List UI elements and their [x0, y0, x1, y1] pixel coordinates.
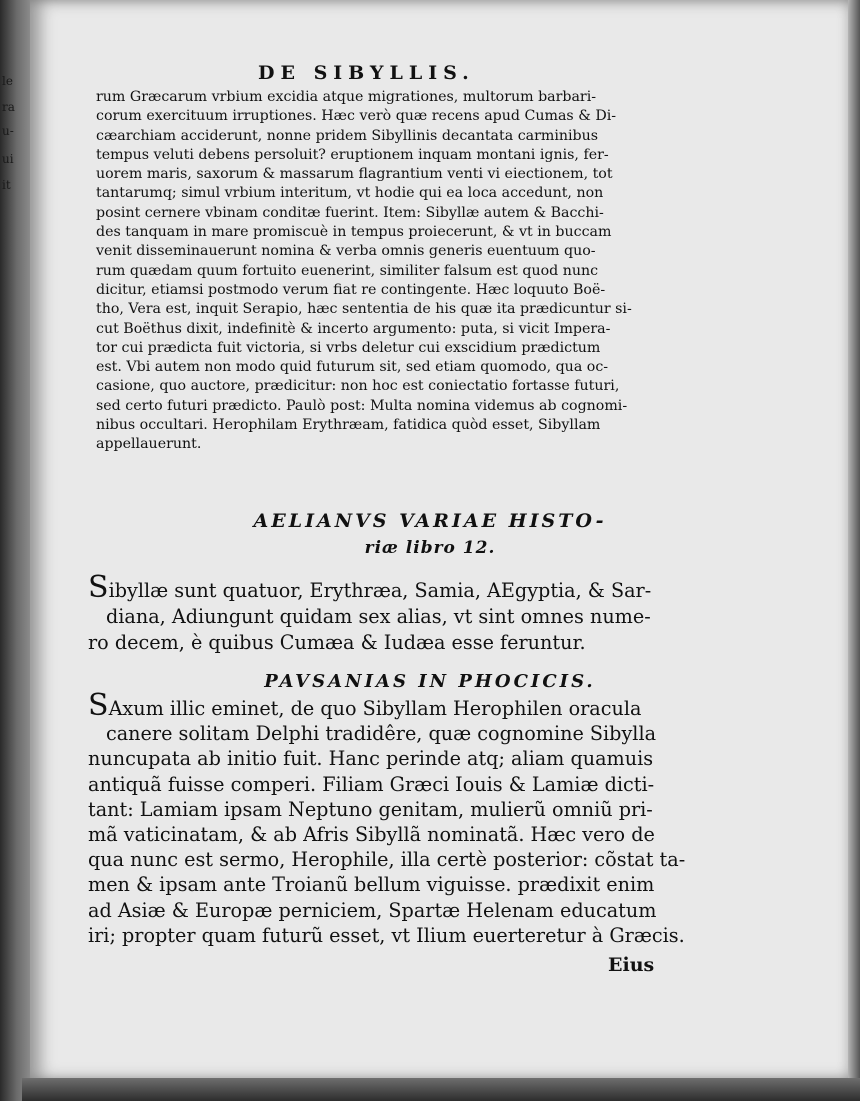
- text-line: tant: Lamiam ipsam Neptuno genitam, mulierũ omniũ pri-: [88, 797, 653, 821]
- text-line: tempus veluti debens persoluit? eruptionem inquam montani ignis, fer-: [96, 146, 609, 163]
- aelianus-paragraph: [88, 570, 652, 656]
- aelianus-heading-line2: riæ libro 12.: [364, 538, 496, 558]
- text-line: posint cernere vbinam conditæ fuerint. Item: Sibyllæ autem & Bacchi-: [96, 204, 604, 221]
- text-line: Axum illic eminet, de quo Sibyllam Herophilen oracula: [108, 697, 642, 720]
- dropcap: S: [88, 570, 109, 605]
- left-edge-fragment: u-: [2, 124, 14, 138]
- text-line: dicitur, etiamsi postmodo verum fiat re contingente. Hæc loquuto Boë-: [96, 281, 606, 298]
- text-line: rum quædam quum fortuito euenerint, similiter falsum est quod nunc: [96, 262, 599, 279]
- text-line: corum exercituum irruptiones. Hæc verò quæ recens apud Cumas & Di-: [96, 108, 617, 125]
- text-line: est. Vbi autem non modo quid futurum sit, sed etiam quomodo, qua oc-: [96, 359, 609, 376]
- aelianus-heading-line1: AELIANVS VARIAE HISTO-: [253, 510, 607, 532]
- running-head: DE SIBYLLIS.: [258, 62, 475, 84]
- catchword: Eius: [608, 954, 655, 976]
- text-line: uorem maris, saxorum & massarum flagrantium venti vi eiectionem, tot: [96, 166, 613, 183]
- text-line: men & ipsam ante Troianũ bellum viguisse. prædixit enim: [88, 873, 655, 897]
- left-edge-fragment: ra: [2, 100, 15, 114]
- text-line: rum Græcarum vrbium excidia atque migrationes, multorum barbari-: [96, 89, 597, 105]
- text-line: cæarchiam acciderunt, nonne pridem Sibyllinis decantata carminibus: [96, 127, 599, 144]
- text-line: sed certo futuri prædicto. Paulò post: Multa nomina videmus ab cognomi-: [96, 397, 628, 414]
- text-line: nuncupata ab initio fuit. Hanc perinde atq; aliam quamuis: [88, 747, 654, 771]
- left-edge-fragment: ui: [2, 152, 14, 166]
- text-line: casione, quo auctore, prædicitur: non hoc est coniectatio fortasse futuri,: [96, 378, 620, 395]
- text-line: cut Boëthus dixit, indefinitè & incerto argumento: puta, si vicit Impera-: [96, 320, 611, 337]
- left-edge-fragment: le: [2, 74, 13, 88]
- text-line: ad Asiæ & Europæ perniciem, Spartæ Helenam educatum: [88, 898, 657, 922]
- text-line: iri; propter quam futurũ esset, vt Ilium euerteretur à Græcis.: [88, 923, 685, 947]
- dropcap: S: [88, 688, 109, 723]
- text-line: qua nunc est sermo, Herophile, illa certè posterior: cõstat ta-: [88, 848, 686, 872]
- text-line: nibus occultari. Herophilam Erythræam, fatidica quòd esset, Sibyllam: [96, 417, 601, 434]
- text-line: tantarumq; simul vrbium interitum, vt hodie qui ea loca accedunt, non: [96, 185, 604, 202]
- text-line: venit disseminauerunt nomina & verba omnis generis euentuum quo-: [96, 243, 596, 260]
- left-edge-fragment: it: [2, 178, 11, 192]
- text-line: appellauerunt.: [96, 436, 202, 453]
- continuation-text: [96, 88, 632, 455]
- text-line: ro decem, è quibus Cumæa & Iudæa esse feruntur.: [88, 631, 586, 654]
- pausanias-paragraph: [88, 688, 686, 948]
- text-line: diana, Adiungunt quidam sex alias, vt sint omnes nume-: [106, 605, 651, 628]
- text-line: canere solitam Delphi tradidêre, quæ cognomine Sibylla: [106, 722, 657, 746]
- text-line: ibyllæ sunt quatuor, Erythræa, Samia, AEgyptia, & Sar-: [108, 579, 652, 602]
- text-line: tor cui prædicta fuit victoria, si vrbs deletur cui exscidium prædictum: [96, 339, 601, 356]
- text-line: antiquã fuisse comperi. Filiam Græci Iouis & Lamiæ dicti-: [88, 772, 655, 796]
- text-line: des tanquam in mare promiscuè in tempus proiecerunt, & vt in buccam: [96, 224, 612, 241]
- text-line: tho, Vera est, inquit Serapio, hæc sententia de his quæ ita prædicuntur si-: [96, 301, 632, 318]
- text-line: mã vaticinatam, & ab Afris Sibyllã nominatã. Hæc vero de: [88, 823, 655, 847]
- bottom-page-edge: [22, 1078, 860, 1101]
- pausanias-heading: PAVSANIAS IN PHOCICIS.: [264, 671, 596, 692]
